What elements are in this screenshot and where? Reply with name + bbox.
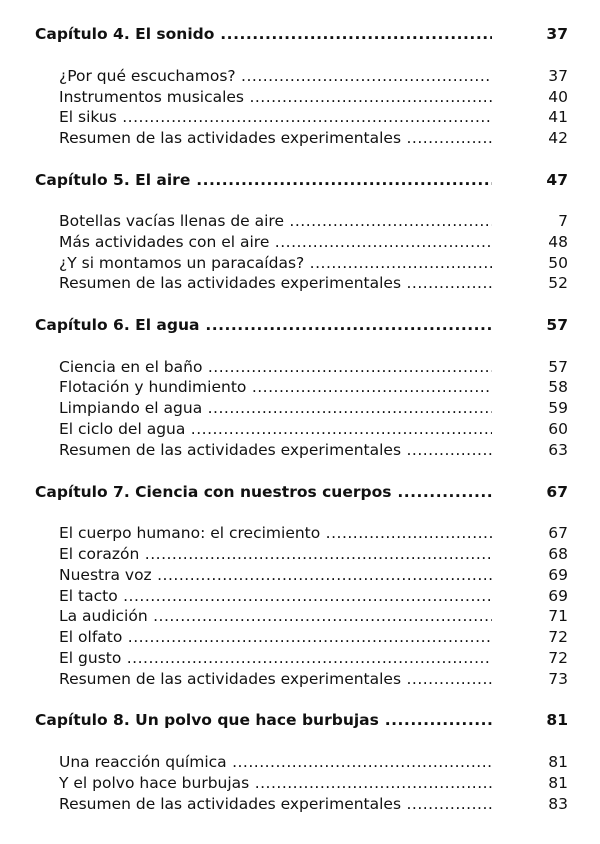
chapter-title: Capítulo 8. Un polvo que hace burbujas .....	[35, 710, 492, 730]
toc-entry	[0, 87, 600, 107]
entry-page: 41	[548, 108, 568, 126]
entry-page: 58	[548, 378, 568, 396]
toc-entry	[0, 523, 600, 543]
toc-entry	[0, 586, 600, 606]
entry-title: ¿Y si montamos un paracaídas? .....	[59, 253, 492, 273]
entry-page: 71	[548, 607, 568, 625]
chapter-title: Capítulo 5. El aire .....	[35, 170, 492, 190]
entry-page: 7	[558, 212, 568, 230]
entry-page: 72	[548, 649, 568, 667]
chapter-page: 67	[546, 483, 568, 501]
toc-entry	[0, 606, 600, 626]
entry-title: Más actividades con el aire .....	[59, 232, 492, 252]
toc-entry	[0, 544, 600, 564]
entry-title: El tacto .....	[59, 586, 492, 606]
entry-title: La audición .....	[59, 606, 492, 626]
entry-title: Instrumentos musicales .....	[59, 87, 492, 107]
entry-title: Resumen de las actividades experimentales .....	[59, 128, 492, 148]
entry-page: 52	[548, 274, 568, 292]
toc-entry	[0, 107, 600, 127]
entry-title: El sikus .....	[59, 107, 492, 127]
toc-entry	[0, 357, 600, 377]
entry-page: 73	[548, 670, 568, 688]
entry-page: 42	[548, 129, 568, 147]
chapter-heading-6	[0, 315, 600, 335]
entry-page: 60	[548, 420, 568, 438]
chapter-page: 47	[546, 171, 568, 189]
entry-page: 69	[548, 587, 568, 605]
toc-entry	[0, 565, 600, 585]
toc-entry	[0, 232, 600, 252]
entry-title: Resumen de las actividades experimentales .....	[59, 273, 492, 293]
entry-page: 37	[548, 67, 568, 85]
toc-entry	[0, 253, 600, 273]
toc-entry	[0, 648, 600, 668]
entry-title: Ciencia en el baño .....	[59, 357, 492, 377]
entry-title: Y el polvo hace burbujas .....	[59, 773, 492, 793]
entry-title: Resumen de las actividades experimentales .....	[59, 794, 492, 814]
toc-entry	[0, 794, 600, 814]
chapter-heading-4	[0, 24, 600, 44]
entry-page: 83	[548, 795, 568, 813]
toc-entry	[0, 752, 600, 772]
entry-title: Resumen de las actividades experimentales .....	[59, 440, 492, 460]
entry-page: 69	[548, 566, 568, 584]
entry-page: 40	[548, 88, 568, 106]
entry-page: 67	[548, 524, 568, 542]
entry-title: El cuerpo humano: el crecimiento .....	[59, 523, 492, 543]
toc-entry	[0, 440, 600, 460]
chapter-page: 37	[546, 25, 568, 43]
entry-title: El olfato .....	[59, 627, 492, 647]
chapter-page: 81	[546, 711, 568, 729]
entry-title: El ciclo del agua .....	[59, 419, 492, 439]
entry-page: 50	[548, 254, 568, 272]
chapter-heading-8	[0, 710, 600, 730]
toc-entry	[0, 128, 600, 148]
toc-entry	[0, 398, 600, 418]
chapter-page: 57	[546, 316, 568, 334]
entry-title: Nuestra voz .....	[59, 565, 492, 585]
entry-page: 68	[548, 545, 568, 563]
toc-entry	[0, 273, 600, 293]
toc-entry	[0, 211, 600, 231]
entry-title: ¿Por qué escuchamos? .....	[59, 66, 492, 86]
toc-entry	[0, 773, 600, 793]
chapter-title: Capítulo 4. El sonido .....	[35, 24, 492, 44]
entry-page: 81	[548, 753, 568, 771]
entry-title: Una reacción química .....	[59, 752, 492, 772]
entry-title: El gusto .....	[59, 648, 492, 668]
chapter-heading-7	[0, 482, 600, 502]
entry-page: 57	[548, 358, 568, 376]
entry-title: El corazón .....	[59, 544, 492, 564]
chapter-heading-5	[0, 170, 600, 190]
toc-entry	[0, 627, 600, 647]
toc-entry	[0, 419, 600, 439]
toc-entry	[0, 669, 600, 689]
entry-page: 81	[548, 774, 568, 792]
entry-page: 59	[548, 399, 568, 417]
entry-title: Flotación y hundimiento .....	[59, 377, 492, 397]
entry-page: 48	[548, 233, 568, 251]
entry-title: Resumen de las actividades experimentales .....	[59, 669, 492, 689]
entry-title: Botellas vacías llenas de aire .....	[59, 211, 492, 231]
entry-page: 63	[548, 441, 568, 459]
toc-entry	[0, 66, 600, 86]
chapter-title: Capítulo 7. Ciencia con nuestros cuerpos .....	[35, 482, 492, 502]
entry-title: Limpiando el agua .....	[59, 398, 492, 418]
entry-page: 72	[548, 628, 568, 646]
toc-entry	[0, 377, 600, 397]
chapter-title: Capítulo 6. El agua .....	[35, 315, 492, 335]
